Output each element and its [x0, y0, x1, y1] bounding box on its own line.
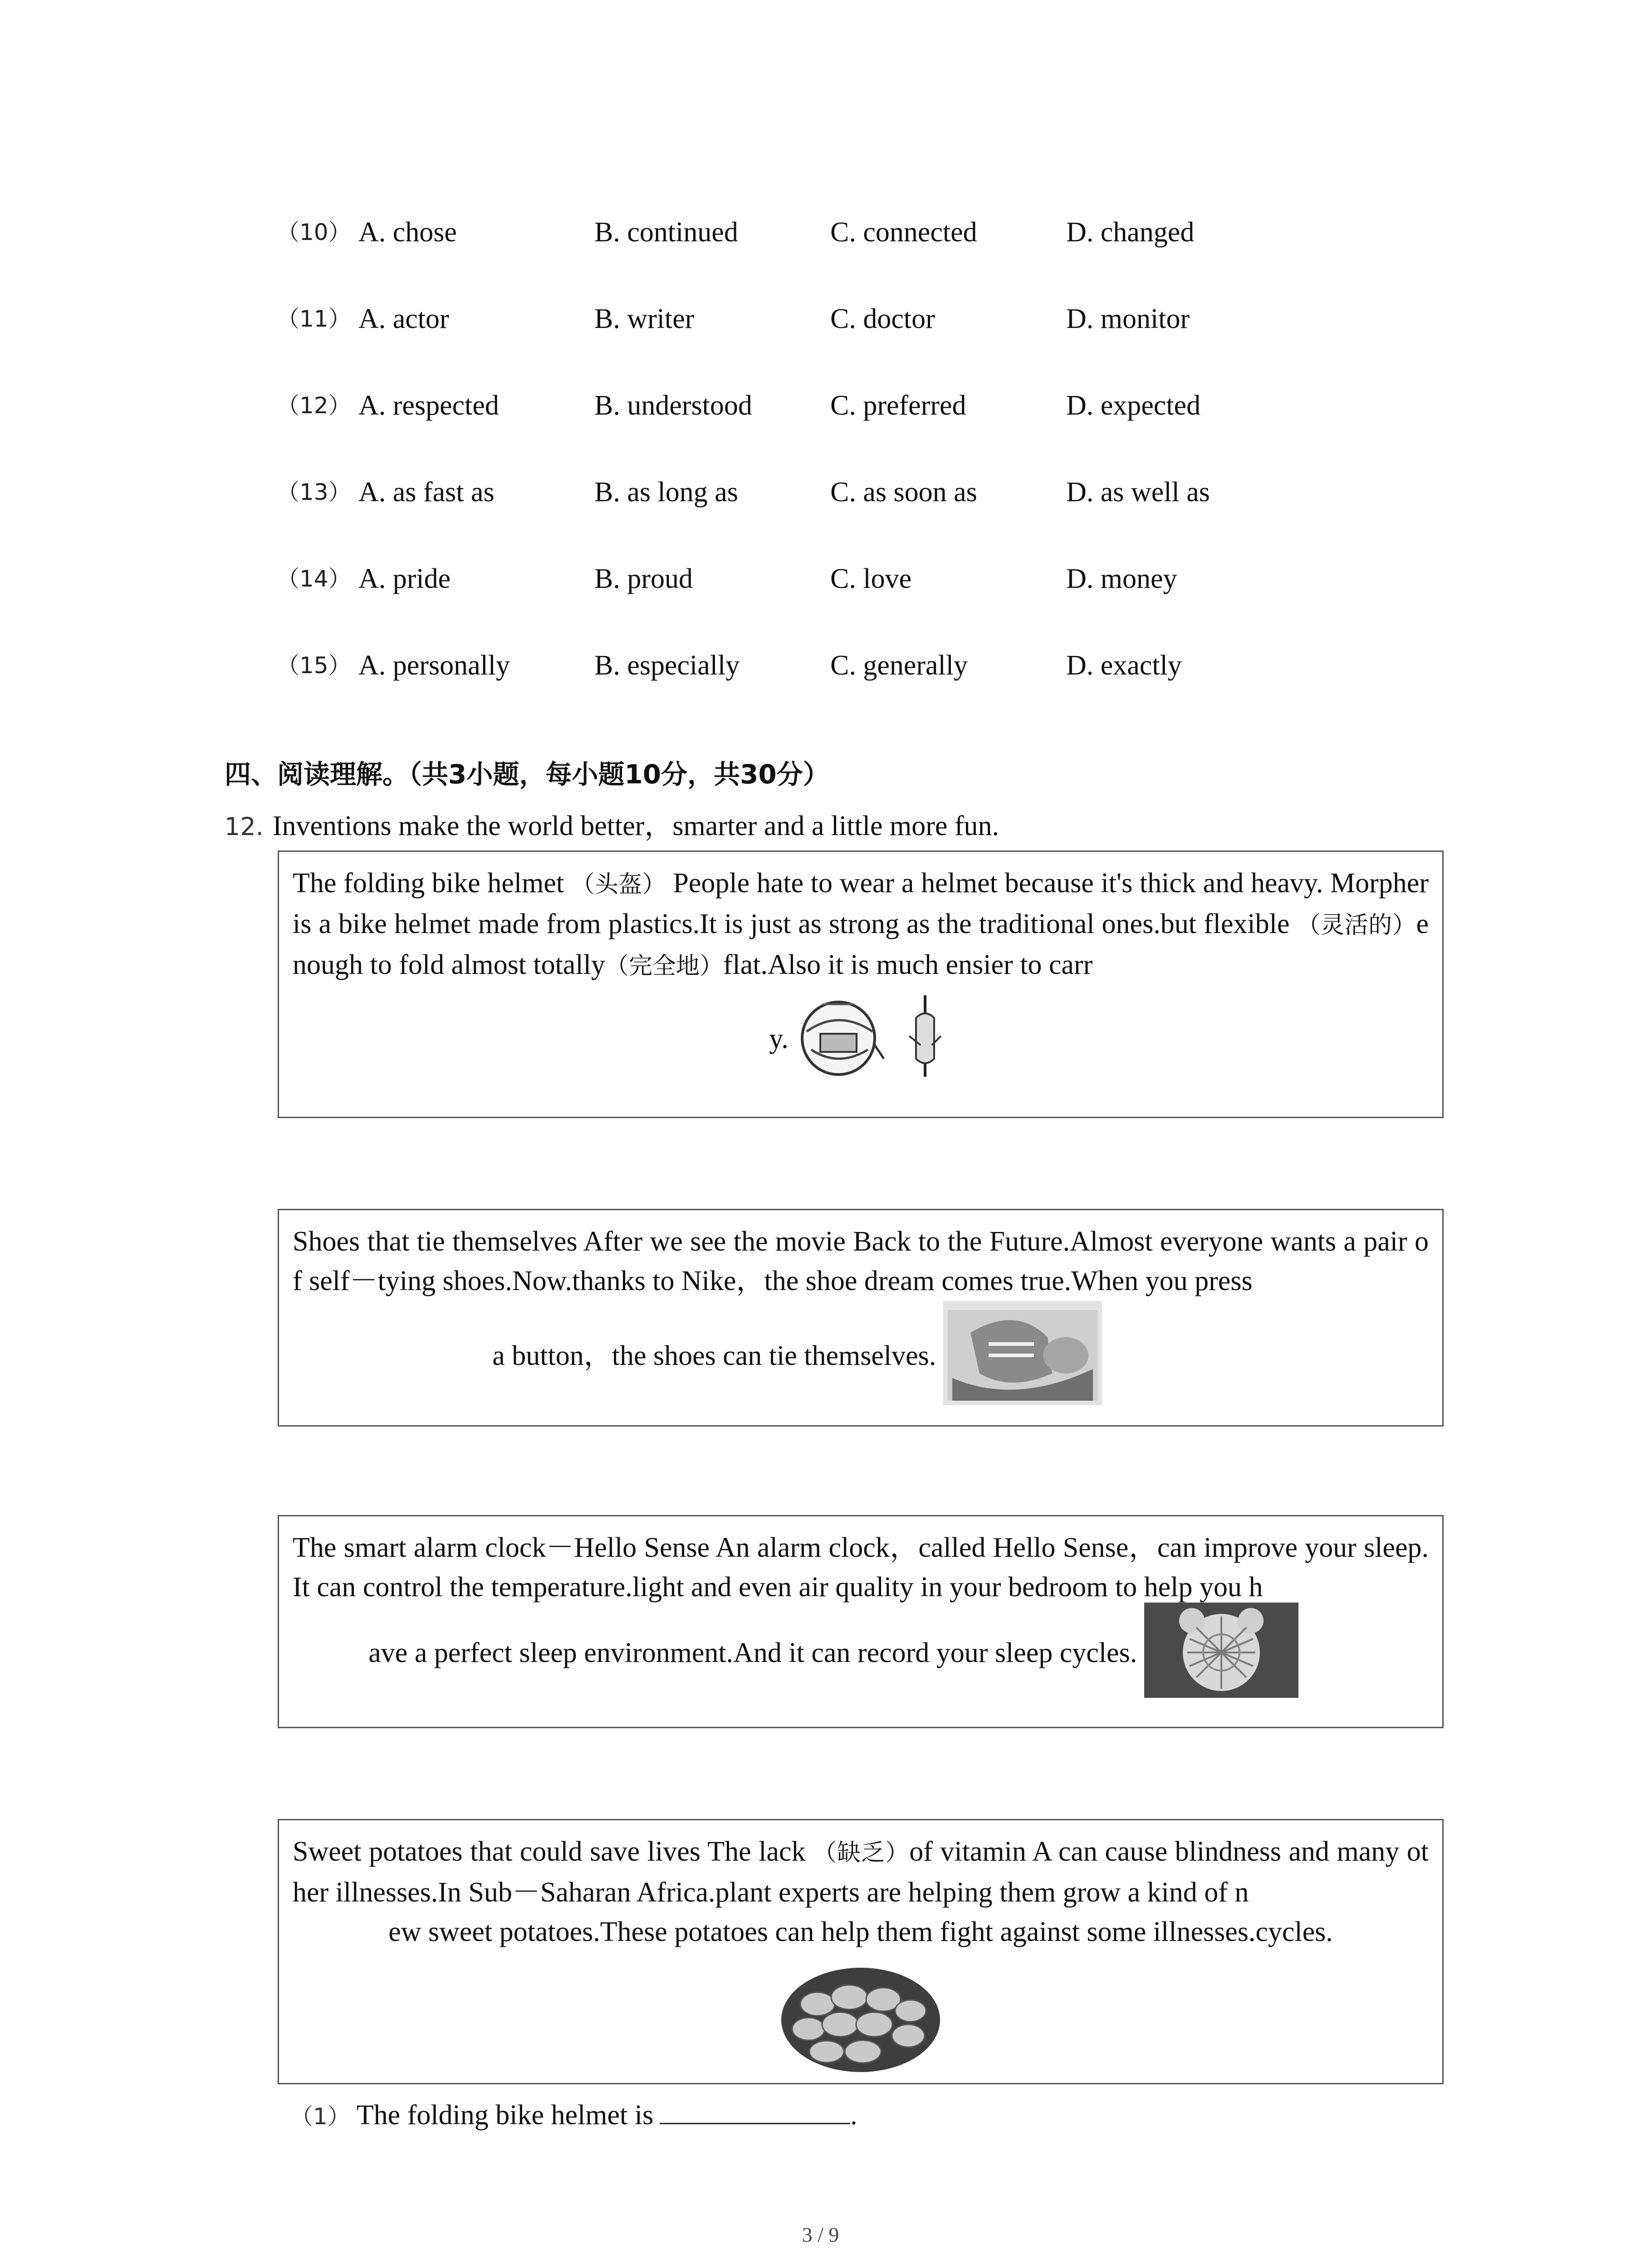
option-a: A. actor: [358, 303, 449, 334]
option-d: D. monitor: [1066, 303, 1190, 334]
potato-text: [293, 1832, 1429, 1912]
option-b: B. proud: [594, 563, 693, 594]
self-tying-shoe-image: [943, 1301, 1102, 1416]
option-row-14: [277, 557, 1366, 644]
option-a: A. as fast as: [358, 477, 495, 508]
passage-box-clock: [278, 1515, 1444, 1728]
clock-text-tail: ave a perfect sleep environment.And it can record your sleep cycles.: [368, 1637, 1137, 1669]
option-b: B. as long as: [594, 477, 738, 508]
option-row-12: [277, 384, 1366, 470]
option-a: A. personally: [358, 650, 510, 681]
folded-helmet-image: [902, 991, 952, 1092]
option-a: A. pride: [358, 563, 451, 594]
option-b: B. especially: [594, 650, 740, 681]
helmet-text-tail: y.: [769, 1023, 789, 1055]
option-d: D. exactly: [1066, 650, 1182, 681]
potato-text-tail: ew sweet potatoes.These potatoes can help them fight against some illnesses.cycles.: [388, 1916, 1333, 1947]
option-c: C. connected: [830, 217, 977, 248]
sweet-potatoes-image: [777, 1961, 945, 2077]
option-number: （15）: [277, 652, 351, 679]
option-number: （13）: [277, 479, 351, 505]
sub-question-end: .: [850, 2100, 857, 2131]
option-c: C. as soon as: [830, 477, 977, 508]
helmet-gloss-2: （灵活的）: [1297, 912, 1416, 939]
option-a: A. respected: [358, 390, 499, 421]
helmet-text-1: The folding bike helmet: [293, 868, 571, 899]
question-intro: Inventions make the world better，smarter and a little more fun.: [272, 811, 999, 841]
option-c: C. generally: [830, 650, 968, 681]
potato-gloss-1: （缺乏）: [813, 1839, 910, 1867]
option-b: B. understood: [594, 390, 752, 421]
option-row-13: [277, 471, 1366, 557]
option-number: （14）: [277, 566, 351, 592]
option-number: （10）: [277, 219, 351, 245]
option-d: D. money: [1066, 563, 1177, 594]
alarm-clock-image: [1144, 1603, 1298, 1709]
sub-question-number: （1）: [290, 2103, 350, 2130]
potato-text-2: of vitamin A can cause blindness and many other illnesses.In Sub－Saharan Africa.plant experts are helping them grow a kind of n: [293, 1836, 1429, 1908]
option-number: （11）: [277, 306, 351, 332]
question-number: 12.: [225, 812, 264, 841]
helmet-text-3: enough to fold almost totally: [293, 909, 1429, 980]
option-a: A. chose: [358, 217, 457, 248]
option-d: D. expected: [1066, 390, 1201, 421]
sub-question-text: The folding bike helmet is: [356, 2100, 654, 2131]
option-row-10: [277, 211, 1366, 297]
answer-blank[interactable]: [660, 2096, 850, 2124]
passage-box-shoes: [278, 1209, 1444, 1427]
potato-text-1: Sweet potatoes that could save lives The lack: [293, 1836, 813, 1867]
potato-image-wrap: [293, 1961, 1429, 2077]
option-row-15: [277, 644, 1366, 730]
helmet-gloss-3: （完全地）: [605, 953, 723, 980]
option-b: B. writer: [594, 303, 695, 334]
clock-text: The smart alarm clock－Hello Sense An alarm clock，called Hello Sense，can improve your sleep.It can control the temperature.light and even air quality in your bedroom to help you h: [293, 1532, 1429, 1603]
sub-question-1: [290, 2096, 857, 2131]
helmet-text: [293, 864, 1429, 986]
option-c: C. doctor: [830, 303, 935, 334]
page-number: 3 / 9: [802, 2223, 839, 2246]
option-c: C. preferred: [830, 390, 966, 421]
section-heading: 四、阅读理解。（共3小题，每小题10分，共30分）: [225, 759, 829, 790]
shoes-text: Shoes that tie themselves After we see the movie Back to the Future.Almost everyone wants a pair of self－tying shoes.Now.thanks to Nike，the shoe dream comes true.When you press: [293, 1226, 1429, 1296]
option-number: （12）: [277, 392, 351, 419]
option-c: C. love: [830, 563, 912, 594]
shoes-text-tail: a button，the shoes can tie themselves.: [492, 1340, 936, 1372]
question-12: [225, 803, 999, 843]
option-d: D. changed: [1066, 217, 1195, 248]
option-b: B. continued: [594, 217, 738, 248]
clock-tail: [293, 1603, 1429, 1709]
helmet-text-4: flat.Also it is much ensier to carr: [723, 949, 1093, 980]
helmet-image: [795, 991, 886, 1092]
shoes-tail: [293, 1301, 1429, 1416]
helmet-gloss-1: （头盔）: [571, 871, 666, 898]
helmet-text-2: People hate to wear a helmet because it's thick and heavy. Morpher is a bike helmet made from plastics.It is just as strong as the traditional ones.but flexible: [293, 868, 1429, 939]
option-d: D. as well as: [1066, 477, 1210, 508]
option-row-11: [277, 298, 1366, 384]
helmet-tail: [293, 991, 1429, 1092]
passage-box-potatoes: [278, 1819, 1444, 2084]
passage-box-helmet: [278, 850, 1444, 1118]
